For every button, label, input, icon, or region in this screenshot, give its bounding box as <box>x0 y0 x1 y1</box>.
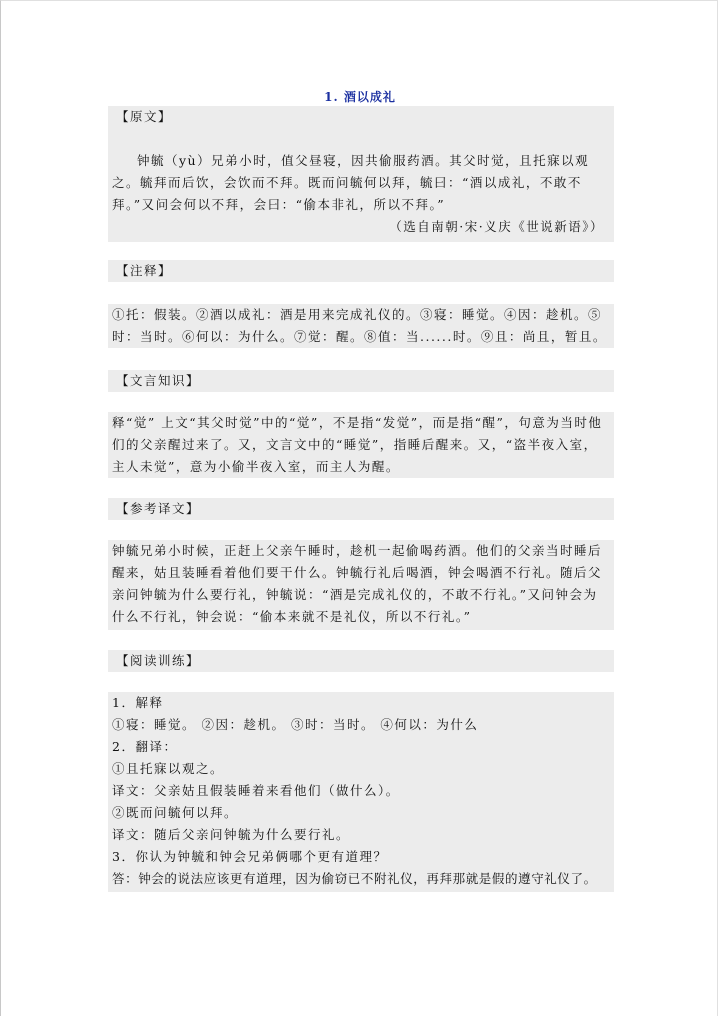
exercise-line: 译文：随后父亲问钟毓为什么要行礼。 <box>112 827 351 842</box>
source-citation: （选自南朝·宋·义庆《世说新语》） <box>389 219 604 234</box>
exercise-line: ②既而问毓何以拜。 <box>112 805 239 820</box>
knowledge-text: 释“觉” 上文“其父时觉”中的“觉”，不是指“发觉”，而是指“醒”，句意为当时他们的父亲醒过来了。又，文言文中的“睡觉”，指睡后醒来。又，“盗半夜入室，主人未觉”，意为小偷半夜入室，而主人为醒。 <box>112 415 603 474</box>
section-yuanwen-body-block <box>108 128 614 242</box>
section-zhushi-body-block <box>108 304 614 348</box>
section-heading: 【阅读训练】 <box>116 653 201 668</box>
page-title: 1. 酒以成礼 <box>324 90 396 104</box>
section-yuanwen-heading-block <box>108 106 614 128</box>
section-zhishi-heading-block <box>108 370 614 392</box>
section-yiwen-heading-block <box>108 498 614 520</box>
section-xunlian-heading-block <box>108 650 614 672</box>
section-zhushi-heading-block <box>108 260 614 282</box>
exercise-line: 2．翻译： <box>112 739 178 754</box>
section-heading: 【文言知识】 <box>116 373 201 388</box>
original-text: 钟毓（yù）兄弟小时，值父昼寝，因共偷服药酒。其父时觉，且托寐以观之。毓拜而后饮，会饮而不拜。既而问毓何以拜，毓曰：“酒以成礼，不敢不拜。”又问会何以不拜，会曰：“偷本非礼，所以不拜。” <box>112 153 590 212</box>
section-zhishi-body-block <box>108 412 614 478</box>
exercise-line: 答：钟会的说法应该更有道理，因为偷窃已不附礼仪，再拜那就是假的遵守礼仪了。 <box>112 871 597 886</box>
section-yiwen-body-block <box>108 540 614 630</box>
annotations-text: ①托：假装。②酒以成礼：酒是用来完成礼仪的。③寝：睡觉。④因：趁机。⑤时：当时。⑥何以：为什么。⑦觉：醒。⑧值：当......时。⑨且：尚且，暂且。 <box>112 307 607 344</box>
exercise-line: ①且托寐以观之。 <box>112 761 225 776</box>
section-heading: 【原文】 <box>116 109 173 124</box>
exercise-line: 3．你认为钟毓和钟会兄弟俩哪个更有道理？ <box>112 849 388 864</box>
exercise-line: ①寝：睡觉。 ②因：趁机。 ③时：当时。 ④何以：为什么 <box>112 717 479 732</box>
section-heading: 【注释】 <box>116 263 173 278</box>
exercise-line: 1．解释 <box>112 695 164 710</box>
translation-text: 钟毓兄弟小时候，正赶上父亲午睡时，趁机一起偷喝药酒。他们的父亲当时睡后醒来，姑且装睡看着他们要干什么。钟毓行礼后喝酒，钟会喝酒不行礼。随后父亲问钟毓为什么要行礼，钟毓说：“酒是完成礼仪的，不敢不行礼。”又问钟会为什么不行礼，钟会说：“偷本来就不是礼仪，所以不行礼。” <box>112 543 603 624</box>
section-xunlian-body-block <box>108 692 614 892</box>
exercise-line: 译文：父亲姑且假装睡着来看他们（做什么）。 <box>112 783 400 798</box>
section-heading: 【参考译文】 <box>116 501 201 516</box>
